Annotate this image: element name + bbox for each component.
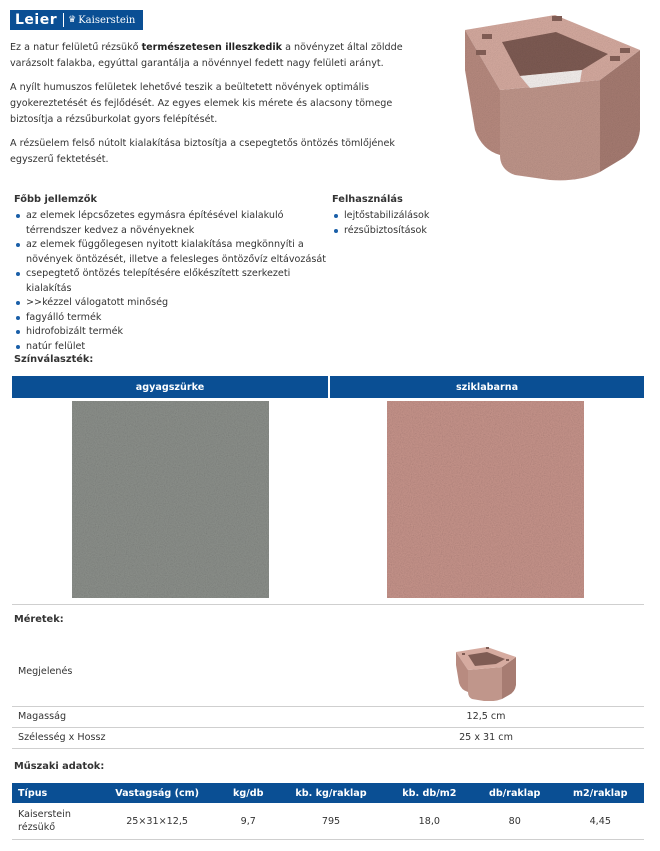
features-list	[14, 209, 332, 354]
table-cell: 4,45	[557, 803, 645, 840]
table-header-row	[12, 783, 644, 803]
intro-paragraph-1: Ez a natur felületű rézsükő természetesen illeszkedik a növényzet által zöldde varázsolt falakba, egyúttal garantálja a növénnyel fedett nagy felületi arányt.	[10, 42, 403, 69]
divider	[12, 748, 644, 749]
product-thumbnail	[454, 645, 520, 701]
table-row	[12, 803, 644, 840]
table-cell: 9,7	[220, 803, 276, 840]
column-header: Típus	[12, 783, 94, 803]
column-header: kb. db/m2	[386, 783, 473, 803]
swatch-sziklabarna[interactable]	[387, 401, 584, 598]
intro-paragraph-2: A nyílt humuszos felületek lehetővé teszik a beültetett növények optimális gyokereztetését és fejlődését. Az egyes elemek kis mérete és alacsony tömege biztosítja a rézsűburkolat gyors felépítését.	[10, 82, 393, 125]
divider	[12, 727, 644, 728]
swatch-agyagszurke[interactable]	[72, 401, 269, 598]
intro-paragraph-3: A rézsüelem felső nútolt kialakítása biztosítja a csepegtetős öntözés tömlőjének egyszerű fektetését.	[10, 138, 395, 165]
table-cell: Kaiserstein rézsükő	[12, 803, 94, 840]
colors-title: Színválaszték:	[14, 354, 94, 365]
features-title: Főbb jellemzők	[14, 194, 97, 205]
table-cell: 18,0	[386, 803, 473, 840]
table-cell: 80	[473, 803, 557, 840]
height-value: 12,5 cm	[466, 711, 506, 722]
table-cell: 25×31×12,5	[94, 803, 220, 840]
list-item: lejtőstabilizálások	[332, 209, 632, 224]
list-item: hidrofobizált termék	[14, 325, 332, 340]
list-item: rézsűbiztosítások	[332, 224, 632, 239]
dimensions-title: Méretek:	[14, 614, 64, 625]
table-cell: 795	[276, 803, 386, 840]
divider	[12, 604, 644, 605]
product-image	[460, 10, 650, 190]
column-header: db/raklap	[473, 783, 557, 803]
product-description	[10, 40, 430, 176]
size-label: Szélesség x Hossz	[18, 732, 106, 743]
divider	[12, 706, 644, 707]
column-header: kb. kg/raklap	[276, 783, 386, 803]
color-name-sziklabarna: sziklabarna	[330, 376, 644, 398]
leier-logo-text: Leier	[15, 12, 58, 28]
tech-title: Műszaki adatok:	[14, 761, 105, 772]
appearance-label: Megjelenés	[18, 666, 73, 677]
brand-logo[interactable]	[10, 10, 143, 30]
column-header: Vastagság (cm)	[94, 783, 220, 803]
list-item: az elemek függőlegesen nyitott kialakítása megkönnyíti a növények öntözését, illetve a felesleges öntözővíz eltávozását	[14, 238, 332, 267]
usage-title: Felhasználás	[332, 194, 403, 205]
logo-divider	[63, 13, 64, 27]
list-item: natúr felület	[14, 340, 332, 355]
color-name-agyagszurke: agyagszürke	[12, 376, 328, 398]
crown-icon: ♛	[68, 15, 77, 25]
column-header: m2/raklap	[557, 783, 645, 803]
list-item[interactable]: >>kézzel válogatott minőség	[14, 296, 332, 311]
column-header: kg/db	[220, 783, 276, 803]
list-item: az elemek lépcsőzetes egymásra építésével kialakuló térrendszer kedvez a növényeknek	[14, 209, 332, 238]
size-value: 25 x 31 cm	[459, 732, 513, 743]
height-label: Magasság	[18, 711, 67, 722]
kaiserstein-logo-text: Kaiserstein	[78, 14, 136, 26]
tech-table	[12, 783, 644, 840]
usage-list	[332, 209, 632, 238]
list-item: csepegtető öntözés telepítésére előkészített szerkezeti kialakítás	[14, 267, 332, 296]
list-item: fagyálló termék	[14, 311, 332, 326]
